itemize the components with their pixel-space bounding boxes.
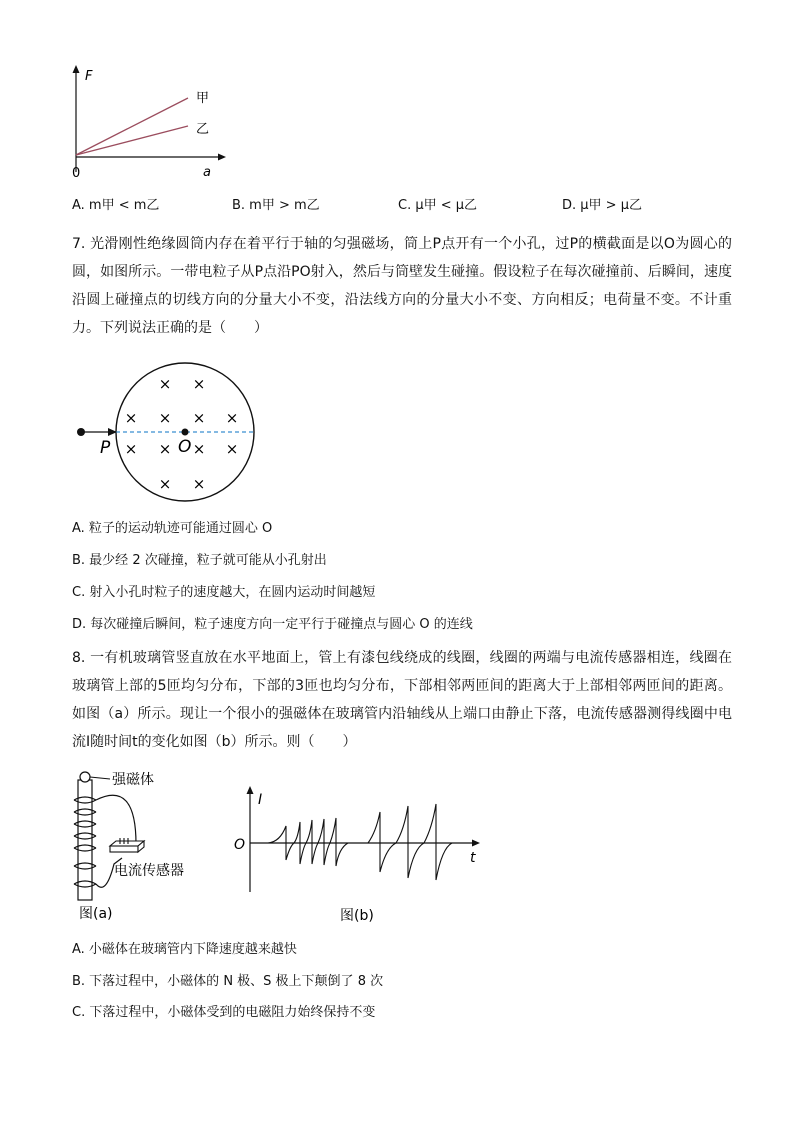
magnet-leader bbox=[90, 777, 110, 779]
field-x-mark: × bbox=[158, 375, 172, 393]
q6-option-d: D. μ甲 > μ乙 bbox=[562, 198, 642, 213]
field-x-mark: × bbox=[158, 475, 172, 493]
field-x-mark: × bbox=[158, 409, 172, 427]
current-sensor bbox=[110, 838, 144, 852]
line-yi-label: 乙 bbox=[196, 122, 210, 137]
field-x-mark: × bbox=[225, 409, 239, 427]
field-x-mark: × bbox=[192, 375, 206, 393]
origin-label: O bbox=[234, 837, 246, 853]
q8-option-a: A. 小磁体在玻璃管内下降速度越来越快 bbox=[72, 942, 297, 957]
q6-option-c: C. μ甲 < μ乙 bbox=[398, 198, 478, 213]
field-x-mark: × bbox=[124, 440, 138, 458]
i-axis-arrow bbox=[247, 786, 254, 794]
q8-figure-b-current-graph bbox=[228, 782, 498, 932]
magnetic-field-marks bbox=[125, 375, 239, 493]
t-axis-arrow bbox=[472, 840, 480, 847]
line-jia-label: 甲 bbox=[196, 91, 210, 106]
magnet-label: 强磁体 bbox=[112, 772, 154, 788]
t-axis-label: t bbox=[470, 850, 476, 866]
q8-option-c: C. 下落过程中，小磁体受到的电磁阻力始终保持不变 bbox=[72, 1005, 376, 1020]
field-x-mark: × bbox=[124, 409, 138, 427]
y-axis-arrow bbox=[73, 65, 80, 73]
figure-a-caption: 图(a) bbox=[79, 906, 113, 922]
field-x-mark: × bbox=[192, 475, 206, 493]
q7-question-text: 7. 光滑刚性绝缘圆筒内存在着平行于轴的匀强磁场，筒上P点开有一个小孔，过P的横截面是以O为圆心的圆，如图所示。一带电粒子从P点沿PO射入，然后与筒壁发生碰撞。假设粒子在每次碰撞前、后瞬间，速度沿圆上碰撞点的切线方向的分量大小不变，沿法线方向的分量大小不变、方向相反；电荷量不变。不计重力。下列说法正确的是（ ） bbox=[72, 236, 732, 336]
q8-question-text: 8. 一有机玻璃管竖直放在水平地面上，管上有漆包线绕成的线圈，线圈的两端与电流传感器相连，线圈在玻璃管上部的5匝均匀分布，下部的3匝也均匀分布，下部相邻两匝间的距离大于上部相邻两匝间的距离。如图（a）所示。现让一个很小的强磁体在玻璃管内沿轴线从上端口由静止下落，电流传感器测得线圈中电流I随时间t的变化如图（b）所示。则（ ） bbox=[72, 650, 732, 750]
q7-cylinder-figure bbox=[68, 362, 268, 512]
q6-option-b: B. m甲 > m乙 bbox=[232, 198, 320, 213]
line-jia bbox=[76, 98, 188, 155]
center-dot bbox=[182, 429, 189, 436]
y-axis-label: F bbox=[85, 69, 93, 84]
field-x-mark: × bbox=[192, 409, 206, 427]
current-pulses bbox=[268, 804, 452, 880]
figure-b-caption: 图(b) bbox=[340, 908, 374, 924]
i-axis-label: I bbox=[258, 792, 263, 808]
q7-option-c: C. 射入小孔时粒子的速度越大，在圆内运动时间越短 bbox=[72, 585, 376, 600]
force-acceleration-graph bbox=[60, 62, 230, 182]
q8-option-b: B. 下落过程中，小磁体的 N 极、S 极上下颠倒了 8 次 bbox=[72, 974, 384, 989]
q6-option-a: A. m甲 < m乙 bbox=[72, 198, 160, 213]
q7-option-d: D. 每次碰撞后瞬间，粒子速度方向一定平行于碰撞点与圆心 O 的连线 bbox=[72, 617, 473, 632]
field-x-mark: × bbox=[192, 440, 206, 458]
label-o: O bbox=[178, 437, 192, 457]
q8-figure-a-tube bbox=[66, 766, 206, 926]
q7-option-b: B. 最少经 2 次碰撞，粒子就可能从小孔射出 bbox=[72, 553, 327, 568]
field-x-mark: × bbox=[225, 440, 239, 458]
origin-label: 0 bbox=[72, 166, 81, 181]
magnet bbox=[80, 772, 90, 782]
field-x-mark: × bbox=[158, 440, 172, 458]
q7-option-a: A. 粒子的运动轨迹可能通过圆心 O bbox=[72, 521, 273, 536]
line-yi bbox=[76, 126, 188, 155]
x-axis-arrow bbox=[218, 154, 226, 161]
sensor-label: 电流传感器 bbox=[114, 863, 184, 879]
x-axis-label: a bbox=[203, 165, 211, 180]
label-p: P bbox=[100, 438, 111, 458]
